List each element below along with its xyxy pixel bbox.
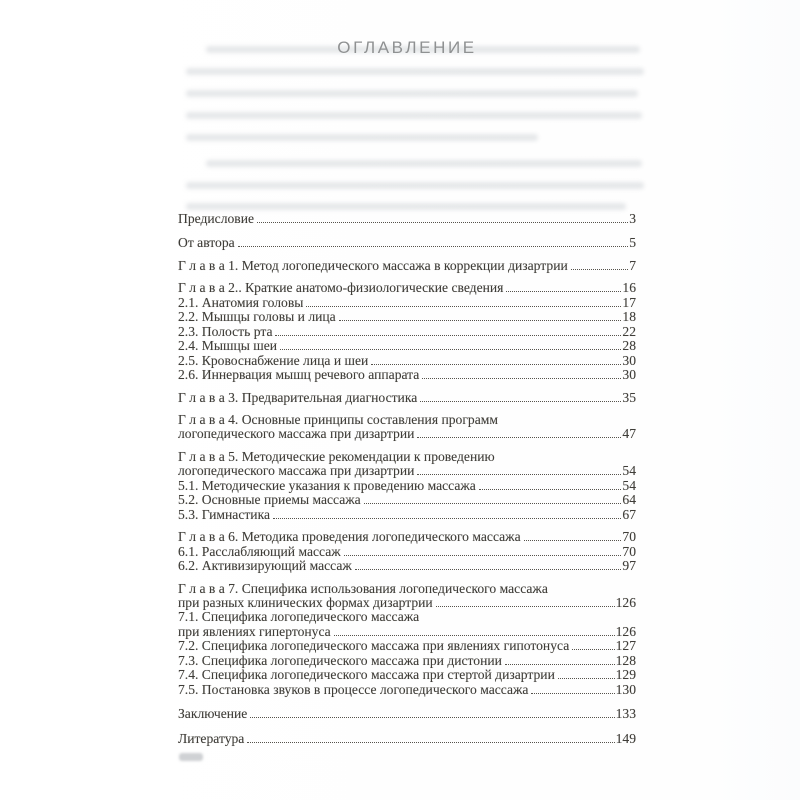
page-number: 47 bbox=[622, 426, 636, 442]
toc-entry-line bbox=[178, 732, 636, 746]
toc-entry bbox=[178, 325, 636, 339]
toc-entry-text: 2.5. Кровоснабжение лица и шеи bbox=[178, 352, 369, 368]
page-number: 30 bbox=[622, 367, 636, 383]
toc-entry-line bbox=[178, 530, 636, 544]
dot-leader bbox=[280, 349, 621, 350]
toc-entry-text: 5.1. Методические указания к проведению массажа bbox=[178, 477, 476, 493]
toc-entry-line bbox=[178, 413, 636, 427]
toc-entry-text: Литература bbox=[178, 730, 245, 746]
toc-entry-line bbox=[178, 582, 636, 596]
toc-entry bbox=[178, 212, 636, 226]
toc-entry bbox=[178, 683, 636, 697]
toc-entry-line bbox=[178, 339, 636, 353]
toc-entry-text: 5.2. Основные приемы массажа bbox=[178, 492, 361, 508]
page-number: 70 bbox=[622, 529, 636, 545]
page-number: 127 bbox=[615, 638, 636, 654]
toc-entry bbox=[178, 413, 636, 442]
toc-entry-text: при разных клинических формах дизартрии bbox=[178, 594, 433, 610]
page-number: 126 bbox=[615, 623, 636, 639]
bottom-smudge bbox=[179, 753, 203, 761]
page-number: 126 bbox=[615, 594, 636, 610]
toc-entry bbox=[178, 493, 636, 507]
toc-entry-line bbox=[178, 493, 636, 507]
page-number: 5 bbox=[629, 235, 636, 251]
toc-entry bbox=[178, 391, 636, 405]
dot-leader bbox=[531, 693, 614, 694]
toc-entry bbox=[178, 639, 636, 653]
page-number: 18 bbox=[622, 309, 636, 325]
toc-entry bbox=[178, 559, 636, 573]
toc-entry bbox=[178, 654, 636, 668]
toc-entry-line bbox=[178, 683, 636, 697]
dot-leader bbox=[364, 503, 622, 504]
page-number: 54 bbox=[622, 477, 636, 493]
dot-leader bbox=[417, 474, 621, 475]
toc-entry bbox=[178, 310, 636, 324]
toc-entry-text: 7.1. Специфика логопедического массажа bbox=[178, 609, 420, 625]
toc-list bbox=[178, 212, 636, 746]
toc-entry bbox=[178, 530, 636, 544]
toc-entry bbox=[178, 732, 636, 746]
page-number: 129 bbox=[615, 667, 636, 683]
toc-entry-line bbox=[178, 654, 636, 668]
page-number: 133 bbox=[615, 706, 636, 722]
toc-entry-text: 6.1. Расслабляющий массаж bbox=[178, 543, 341, 559]
dot-leader bbox=[572, 649, 614, 650]
dot-leader bbox=[250, 717, 614, 718]
page-number: 149 bbox=[615, 730, 636, 746]
dot-leader bbox=[506, 291, 621, 292]
toc-entry-line bbox=[178, 508, 636, 522]
toc-entry-line bbox=[178, 596, 636, 610]
dot-leader bbox=[479, 489, 622, 490]
toc-entry-text: 2.6. Иннервация мышц речевого аппарата bbox=[178, 367, 420, 383]
dot-leader bbox=[505, 664, 615, 665]
toc-entry bbox=[178, 450, 636, 479]
toc-entry bbox=[178, 259, 636, 273]
toc-entry-text: Г л а в а 5. Методические рекомендации к проведению bbox=[178, 448, 495, 464]
page-number: 28 bbox=[622, 338, 636, 354]
toc-entry-line bbox=[178, 354, 636, 368]
page-number: 97 bbox=[622, 558, 636, 574]
toc-entry-text: при явлениях гипертонуса bbox=[178, 623, 331, 639]
toc-entry-text: Г л а в а 2.. Краткие анатомо-физиологические сведения bbox=[178, 280, 504, 296]
toc-entry-text: 7.3. Специфика логопедического массажа при дистонии bbox=[178, 652, 502, 668]
toc-entry-text: 7.5. Постановка звуков в процессе логопедического массажа bbox=[178, 681, 529, 697]
toc-entry-line bbox=[178, 296, 636, 310]
page-number: 7 bbox=[629, 257, 636, 273]
toc-entry-line bbox=[178, 545, 636, 559]
dot-leader bbox=[355, 569, 622, 570]
toc-entry-text: Заключение bbox=[178, 706, 248, 722]
toc-entry bbox=[178, 508, 636, 522]
toc-entry-text: 6.2. Активизирующий массаж bbox=[178, 558, 352, 574]
toc-entry bbox=[178, 668, 636, 682]
dot-leader bbox=[257, 222, 628, 223]
toc-entry bbox=[178, 582, 636, 611]
toc-entry bbox=[178, 281, 636, 295]
toc-entry bbox=[178, 368, 636, 382]
page-number: 64 bbox=[622, 492, 636, 508]
toc-entry-line bbox=[178, 368, 636, 382]
dot-leader bbox=[371, 364, 621, 365]
toc-entry-line bbox=[178, 427, 636, 441]
toc-entry-text: 5.3. Гимнастика bbox=[178, 506, 270, 522]
toc-entry-line bbox=[178, 639, 636, 653]
dot-leader bbox=[339, 320, 622, 321]
toc-entry-line bbox=[178, 707, 636, 721]
toc-entry-text: Г л а в а 3. Предварительная диагностика bbox=[178, 389, 418, 405]
dot-leader bbox=[334, 635, 615, 636]
toc-entry-line bbox=[178, 236, 636, 250]
toc-entry bbox=[178, 479, 636, 493]
toc-entry-text: 7.4. Специфика логопедического массажа при стертой дизартрии bbox=[178, 667, 555, 683]
dot-leader bbox=[422, 378, 621, 379]
toc-entry bbox=[178, 296, 636, 310]
dot-leader bbox=[247, 742, 614, 743]
page-number: 30 bbox=[622, 352, 636, 368]
dot-leader bbox=[417, 437, 621, 438]
dot-leader bbox=[306, 306, 621, 307]
toc-entry bbox=[178, 545, 636, 559]
toc-entry-line bbox=[178, 310, 636, 324]
toc-entry-line bbox=[178, 610, 636, 624]
toc-entry-text: логопедического массажа при дизартрии bbox=[178, 463, 415, 479]
toc-entry-text: 2.1. Анатомия головы bbox=[178, 294, 304, 310]
dot-leader bbox=[571, 269, 628, 270]
page-number: 128 bbox=[615, 652, 636, 668]
dot-leader bbox=[273, 518, 621, 519]
dot-leader bbox=[238, 246, 629, 247]
page-number: 17 bbox=[622, 294, 636, 310]
page-number: 70 bbox=[622, 543, 636, 559]
toc-entry-line bbox=[178, 212, 636, 226]
toc-entry bbox=[178, 339, 636, 353]
toc-entry-line bbox=[178, 281, 636, 295]
toc-entry-line bbox=[178, 259, 636, 273]
toc-entry-text: 2.3. Полость рта bbox=[178, 323, 273, 339]
dot-leader bbox=[524, 540, 622, 541]
page-number: 22 bbox=[622, 323, 636, 339]
toc-entry-text: Г л а в а 7. Специфика использования логопедического массажа bbox=[178, 580, 548, 596]
toc-entry-text: 7.2. Специфика логопедического массажа при явлениях гипотонуса bbox=[178, 638, 570, 654]
toc-entry-text: Г л а в а 1. Метод логопедического массажа в коррекции дизартрии bbox=[178, 257, 568, 273]
page-number: 16 bbox=[622, 280, 636, 296]
toc-entry-line bbox=[178, 479, 636, 493]
toc-entry bbox=[178, 707, 636, 721]
page-number: 3 bbox=[629, 211, 636, 226]
toc-entry-text: 2.4. Мышцы шеи bbox=[178, 338, 278, 354]
dot-leader bbox=[436, 606, 615, 607]
page-title: ОГЛАВЛЕНИЕ bbox=[337, 38, 477, 57]
bleed-through-text bbox=[0, 0, 800, 220]
toc-entry bbox=[178, 610, 636, 639]
page-number: 130 bbox=[615, 681, 636, 697]
dot-leader bbox=[420, 401, 621, 402]
toc-entry-line bbox=[178, 450, 636, 464]
toc-entry-text: 2.2. Мышцы головы и лица bbox=[178, 309, 336, 325]
toc-entry-text: Г л а в а 4. Основные принципы составления программ bbox=[178, 411, 498, 427]
toc-entry bbox=[178, 354, 636, 368]
toc-entry-line bbox=[178, 464, 636, 478]
page-number: 67 bbox=[622, 506, 636, 522]
toc-entry bbox=[178, 236, 636, 250]
toc-entry-line bbox=[178, 668, 636, 682]
toc-entry-line bbox=[178, 625, 636, 639]
dot-leader bbox=[275, 335, 621, 336]
toc-entry-text: логопедического массажа при дизартрии bbox=[178, 426, 415, 442]
toc-entry-line bbox=[178, 559, 636, 573]
toc-entry-text: Г л а в а 6. Методика проведения логопедического массажа bbox=[178, 529, 521, 545]
toc-entry-line bbox=[178, 391, 636, 405]
page-number: 35 bbox=[622, 389, 636, 405]
toc-entry-text: От автора bbox=[178, 235, 235, 251]
toc-entry-text: Предисловие bbox=[178, 211, 255, 226]
dot-leader bbox=[344, 555, 622, 556]
dot-leader bbox=[558, 678, 615, 679]
page-number: 54 bbox=[622, 463, 636, 479]
toc-entry-line bbox=[178, 325, 636, 339]
